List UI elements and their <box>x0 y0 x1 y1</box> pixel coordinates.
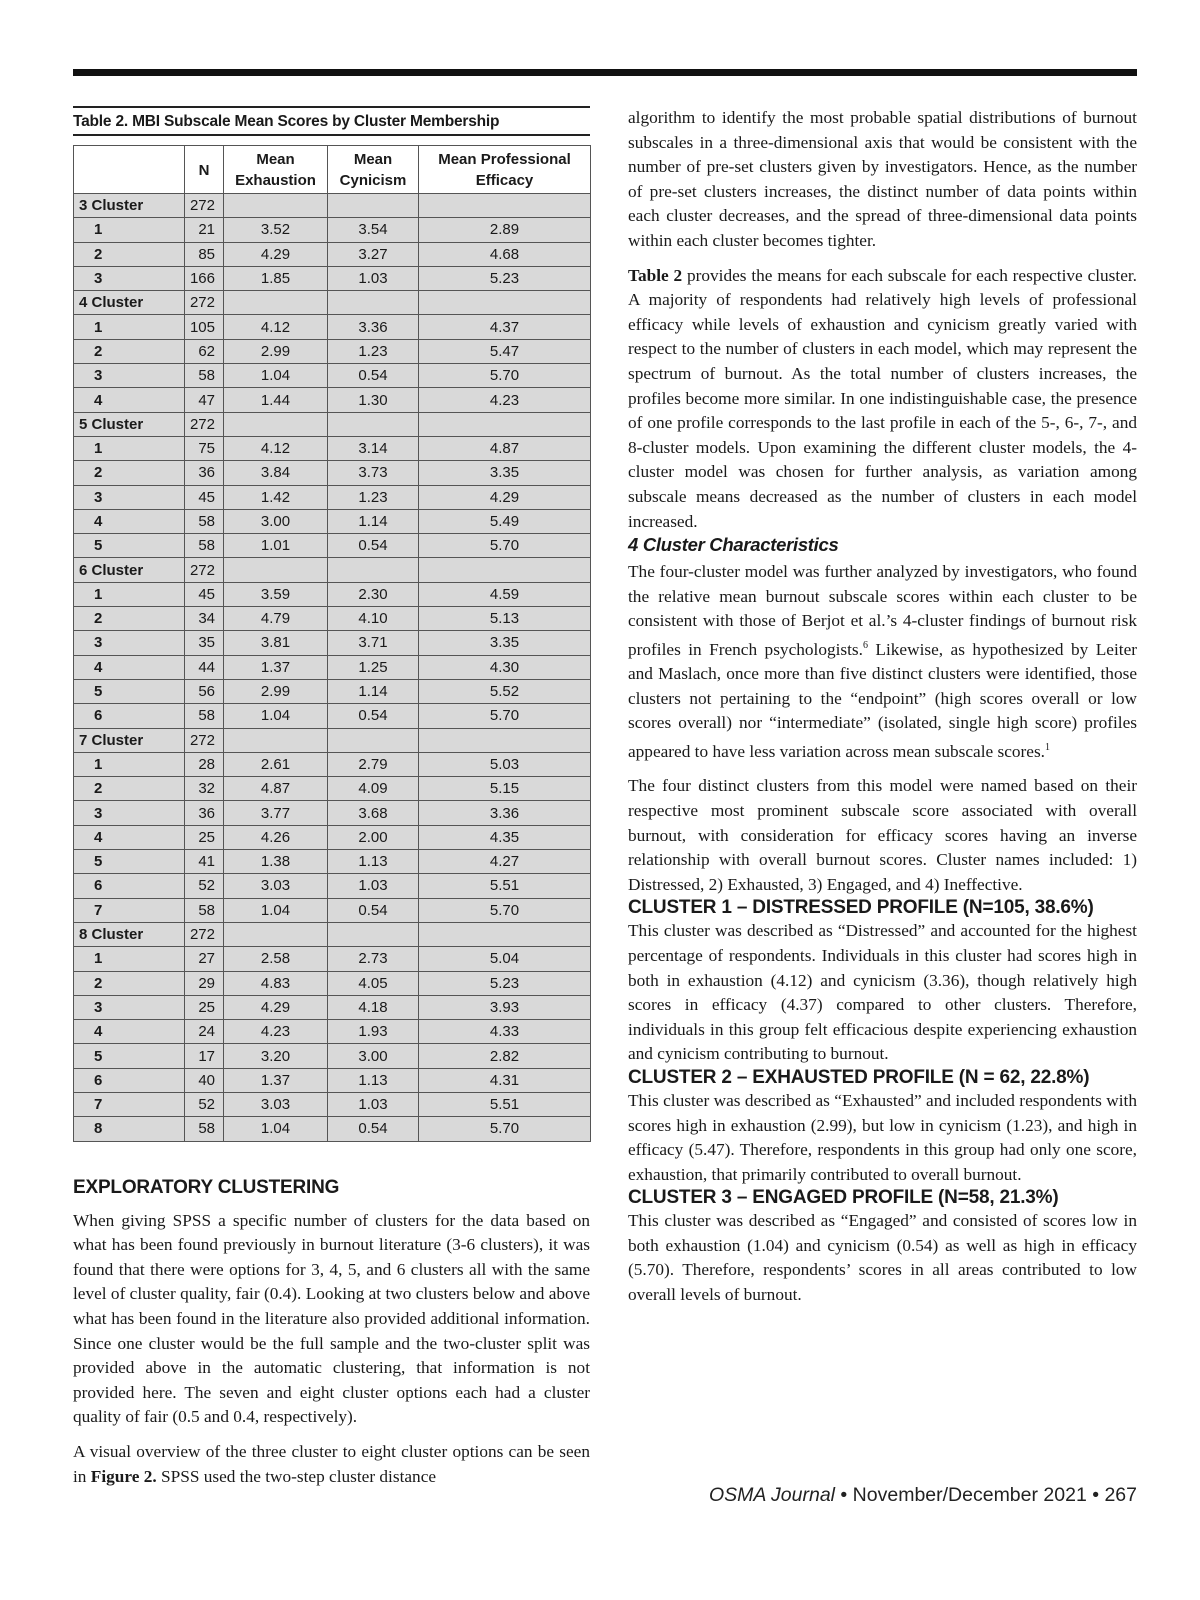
four-cluster-paragraph-1: The four-cluster model was further analyzed by investigators, who found the relative mean burnout subscale scores within each cluster to be consistent with those of Berjot et al.’s 4-cluster findings of burnout risk profiles in French psychologists.$^6$ Likewise, as hypothesized by Leiter and Maslach, once more than five distinct clusters were identified, those clusters not pertaining to the “endpoint” (high scores overall or low scores overall) nor “intermediate” (isolated, single high score) profiles appeared to have less variation across mean subscale scores.$^1$ <box>628 562 1137 761</box>
mean-efficacy: 3.35 <box>419 631 591 655</box>
mean-exhaustion: 4.87 <box>224 777 328 801</box>
cluster-id: 5 <box>74 534 185 558</box>
mean-cynicism: 0.54 <box>328 898 419 922</box>
empty-cell <box>419 922 591 946</box>
empty-cell <box>224 558 328 582</box>
table-row <box>74 777 591 801</box>
cluster-id: 8 <box>74 1117 185 1141</box>
cluster-n: 56 <box>185 679 224 703</box>
cluster-n: 40 <box>185 1068 224 1092</box>
cluster-id: 2 <box>74 461 185 485</box>
cluster-n: 27 <box>185 947 224 971</box>
left-column <box>73 106 590 1489</box>
cluster-n: 62 <box>185 339 224 363</box>
table-row <box>74 436 591 460</box>
empty-cell <box>419 291 591 315</box>
mean-exhaustion: 3.59 <box>224 582 328 606</box>
cluster-id: 2 <box>74 339 185 363</box>
table-row <box>74 655 591 679</box>
cluster-id: 4 <box>74 509 185 533</box>
mean-exhaustion: 1.01 <box>224 534 328 558</box>
table-row <box>74 364 591 388</box>
cluster-id: 1 <box>74 947 185 971</box>
mean-exhaustion: 4.29 <box>224 242 328 266</box>
table-row <box>74 1044 591 1068</box>
cluster-id: 2 <box>74 777 185 801</box>
mean-cynicism: 3.27 <box>328 242 419 266</box>
cluster-group-row <box>74 412 591 436</box>
mean-cynicism: 3.71 <box>328 631 419 655</box>
table-row <box>74 582 591 606</box>
cluster-id: 3 <box>74 485 185 509</box>
cluster-2-heading: CLUSTER 2 – EXHAUSTED PROFILE (N = 62, 22.8%) <box>628 1066 1090 1088</box>
header-exhaustion: Mean Exhaustion <box>224 146 328 194</box>
mean-efficacy: 4.33 <box>419 1020 591 1044</box>
cluster-group-row <box>74 728 591 752</box>
mean-exhaustion: 3.84 <box>224 461 328 485</box>
cluster-n: 45 <box>185 582 224 606</box>
mean-efficacy: 5.70 <box>419 364 591 388</box>
right-paragraph-2: Table 2 provides the means for each subscale for each respective cluster. A majority of respondents had relatively high levels of professional efficacy while levels of exhaustion and cynicism greatly varied with respect to the number of clusters in each model, which may represent the spectrum of burnout. As the total number of clusters increases, the profiles become more similar. In one indistinguishable case, the presence of one profile corresponds to the last profile in each of the 5-, 6-, 7-, and 8-cluster models. Upon examining the different cluster models, the 4-cluster model was chosen for further analysis, as variation among subscale means decreased as the number of clusters in each model increased. <box>628 265 1137 531</box>
mean-cynicism: 3.36 <box>328 315 419 339</box>
table-row <box>74 679 591 703</box>
table-caption: Table 2. MBI Subscale Mean Scores by Cluster Membership <box>73 106 590 136</box>
table-body <box>74 194 591 1142</box>
mean-efficacy: 5.70 <box>419 704 591 728</box>
mean-exhaustion: 3.52 <box>224 218 328 242</box>
mean-efficacy: 5.23 <box>419 266 591 290</box>
right-paragraph-1: algorithm to identify the most probable spatial distributions of burnout subscales in a three-dimensional axis that would be consistent with the number of pre-set clusters given by investigators. Hence, as the number of pre-set clusters increases, the distinct number of data points within each cluster decreases, and the spread of three-dimensional data points within each cluster becomes tighter. <box>628 108 1137 250</box>
mean-efficacy: 4.59 <box>419 582 591 606</box>
cluster-group-n: 272 <box>185 922 224 946</box>
empty-cell <box>328 194 419 218</box>
mean-exhaustion: 4.29 <box>224 995 328 1019</box>
cluster-id: 4 <box>74 655 185 679</box>
cluster-n: 28 <box>185 752 224 776</box>
cluster-group-row <box>74 922 591 946</box>
mean-efficacy: 4.87 <box>419 436 591 460</box>
empty-cell <box>419 728 591 752</box>
table-row <box>74 315 591 339</box>
cluster-n: 85 <box>185 242 224 266</box>
cluster-group-label: 8 Cluster <box>74 922 185 946</box>
cluster-id: 1 <box>74 436 185 460</box>
mean-exhaustion: 2.99 <box>224 339 328 363</box>
mean-efficacy: 5.13 <box>419 607 591 631</box>
four-cluster-paragraph-2: The four distinct clusters from this model were named based on their respective most prominent subscale score associated with overall burnout, with consideration for efficacy scores having an inverse relationship with overall burnout scores. Cluster names included: 1) Distressed, 2) Exhausted, 3) Engaged, and 4) Ineffective. <box>628 776 1137 894</box>
table-row <box>74 850 591 874</box>
mean-cynicism: 0.54 <box>328 704 419 728</box>
table-row <box>74 461 591 485</box>
mean-cynicism: 3.00 <box>328 1044 419 1068</box>
table-row <box>74 971 591 995</box>
cluster-n: 25 <box>185 825 224 849</box>
mean-efficacy: 4.68 <box>419 242 591 266</box>
cluster-group-row <box>74 291 591 315</box>
cluster-id: 6 <box>74 704 185 728</box>
table-row <box>74 898 591 922</box>
table-row <box>74 825 591 849</box>
cluster-id: 3 <box>74 266 185 290</box>
mean-exhaustion: 1.04 <box>224 1117 328 1141</box>
cluster-group-label: 6 Cluster <box>74 558 185 582</box>
mean-exhaustion: 2.61 <box>224 752 328 776</box>
table-row <box>74 1020 591 1044</box>
mean-exhaustion: 4.79 <box>224 607 328 631</box>
table-2-reference: Table 2 <box>628 265 683 285</box>
cluster-n: 44 <box>185 655 224 679</box>
mean-cynicism: 2.73 <box>328 947 419 971</box>
cluster-id: 7 <box>74 898 185 922</box>
cluster-n: 58 <box>185 534 224 558</box>
mean-efficacy: 5.70 <box>419 534 591 558</box>
exploratory-heading: EXPLORATORY CLUSTERING <box>73 1176 340 1198</box>
cluster-n: 58 <box>185 364 224 388</box>
empty-cell <box>419 412 591 436</box>
table-row <box>74 801 591 825</box>
mean-efficacy: 5.04 <box>419 947 591 971</box>
cluster-group-row <box>74 194 591 218</box>
mean-efficacy: 2.89 <box>419 218 591 242</box>
mean-exhaustion: 1.04 <box>224 898 328 922</box>
cluster-id: 6 <box>74 1068 185 1092</box>
cluster-n: 45 <box>185 485 224 509</box>
cluster-n: 105 <box>185 315 224 339</box>
table-row <box>74 534 591 558</box>
table-row <box>74 874 591 898</box>
empty-cell <box>224 412 328 436</box>
mean-cynicism: 1.03 <box>328 266 419 290</box>
mean-efficacy: 5.15 <box>419 777 591 801</box>
mean-cynicism: 4.05 <box>328 971 419 995</box>
mean-exhaustion: 3.00 <box>224 509 328 533</box>
table-row <box>74 1068 591 1092</box>
mean-efficacy: 4.23 <box>419 388 591 412</box>
mean-exhaustion: 3.03 <box>224 1092 328 1116</box>
cluster-id: 2 <box>74 607 185 631</box>
header-blank <box>74 146 185 194</box>
empty-cell <box>419 558 591 582</box>
mean-cynicism: 2.79 <box>328 752 419 776</box>
mean-exhaustion: 1.04 <box>224 364 328 388</box>
cluster-id: 5 <box>74 1044 185 1068</box>
cluster-n: 47 <box>185 388 224 412</box>
table-row <box>74 339 591 363</box>
cluster-group-label: 4 Cluster <box>74 291 185 315</box>
exploratory-paragraph-1: When giving SPSS a specific number of clusters for the data based on what has been found previously in burnout literature (3-6 clusters), it was found that there were options for 3, 4, 5, and 6 clusters all with the same level of cluster quality, fair (0.4). Looking at two clusters below and above what has been found in the literature also provided additional information. Since one cluster would be the full sample and the two-cluster split was provided above in the automatic clustering, that information is not provided here. The seven and eight cluster options each had a cluster quality of fair (0.5 and 0.4, respectively). <box>73 1210 590 1427</box>
mean-efficacy: 4.31 <box>419 1068 591 1092</box>
cluster-id: 1 <box>74 218 185 242</box>
mean-cynicism: 3.14 <box>328 436 419 460</box>
table-row <box>74 607 591 631</box>
table-row <box>74 485 591 509</box>
mean-cynicism: 0.54 <box>328 1117 419 1141</box>
table-row <box>74 631 591 655</box>
mean-exhaustion: 3.03 <box>224 874 328 898</box>
mean-efficacy: 4.27 <box>419 850 591 874</box>
mean-exhaustion: 1.42 <box>224 485 328 509</box>
table-row <box>74 242 591 266</box>
table-row <box>74 218 591 242</box>
cluster-n: 52 <box>185 1092 224 1116</box>
cluster-id: 3 <box>74 631 185 655</box>
cluster-n: 21 <box>185 218 224 242</box>
mean-cynicism: 1.23 <box>328 485 419 509</box>
mean-efficacy: 5.03 <box>419 752 591 776</box>
cluster-3-heading: CLUSTER 3 – ENGAGED PROFILE (N=58, 21.3%) <box>628 1187 1059 1209</box>
cluster-id: 7 <box>74 1092 185 1116</box>
cluster-group-n: 272 <box>185 728 224 752</box>
mean-cynicism: 1.03 <box>328 1092 419 1116</box>
table-row <box>74 509 591 533</box>
mean-cynicism: 3.68 <box>328 801 419 825</box>
cluster-3-text: This cluster was described as “Engaged” and consisted of scores low in both exhaustion (1.04) and cynicism (0.54) as well as high in efficacy (5.70). Therefore, respondents’ scores in all areas contributed to low overall levels of burnout. <box>628 1211 1137 1305</box>
cluster-n: 58 <box>185 1117 224 1141</box>
cluster-id: 5 <box>74 850 185 874</box>
top-rule <box>73 69 1137 76</box>
cluster-group-n: 272 <box>185 194 224 218</box>
mean-cynicism: 3.54 <box>328 218 419 242</box>
mean-exhaustion: 4.12 <box>224 315 328 339</box>
mean-efficacy: 4.29 <box>419 485 591 509</box>
mean-efficacy: 5.23 <box>419 971 591 995</box>
empty-cell <box>328 922 419 946</box>
cluster-2-text: This cluster was described as “Exhausted” and included respondents with scores high in exhaustion (2.99), but low in cynicism (1.23), and high in efficacy (5.47). Therefore, respondents in this group had only one score, exhaustion, that primarily contributed to overall burnout. <box>628 1090 1137 1184</box>
table-row <box>74 995 591 1019</box>
cluster-n: 58 <box>185 898 224 922</box>
mean-efficacy: 5.51 <box>419 874 591 898</box>
mean-exhaustion: 1.38 <box>224 850 328 874</box>
mean-efficacy: 5.47 <box>419 339 591 363</box>
table-row <box>74 1092 591 1116</box>
page-footer: OSMA Journal • November/December 2021 • 267 <box>708 1484 1137 1506</box>
mean-efficacy: 5.52 <box>419 679 591 703</box>
mean-efficacy: 4.30 <box>419 655 591 679</box>
mean-exhaustion: 3.20 <box>224 1044 328 1068</box>
cluster-group-label: 7 Cluster <box>74 728 185 752</box>
cluster-group-n: 272 <box>185 412 224 436</box>
cluster-n: 25 <box>185 995 224 1019</box>
mean-cynicism: 0.54 <box>328 364 419 388</box>
cluster-group-label: 3 Cluster <box>74 194 185 218</box>
cluster-id: 1 <box>74 315 185 339</box>
cluster-id: 4 <box>74 388 185 412</box>
cluster-id: 2 <box>74 971 185 995</box>
mean-cynicism: 4.09 <box>328 777 419 801</box>
mean-cynicism: 4.18 <box>328 995 419 1019</box>
mean-exhaustion: 4.12 <box>224 436 328 460</box>
header-efficacy: Mean Professional Efficacy <box>419 146 591 194</box>
right-column <box>628 106 1137 1308</box>
figure-2-reference: Figure 2. <box>90 1466 157 1486</box>
mean-exhaustion: 4.26 <box>224 825 328 849</box>
mean-exhaustion: 1.85 <box>224 266 328 290</box>
empty-cell <box>224 728 328 752</box>
cluster-n: 36 <box>185 801 224 825</box>
cluster-n: 17 <box>185 1044 224 1068</box>
cluster-n: 29 <box>185 971 224 995</box>
mean-cynicism: 1.13 <box>328 850 419 874</box>
cluster-id: 1 <box>74 582 185 606</box>
table-row <box>74 1117 591 1141</box>
empty-cell <box>328 291 419 315</box>
header-cynicism: Mean Cynicism <box>328 146 419 194</box>
mean-efficacy: 5.70 <box>419 1117 591 1141</box>
mean-exhaustion: 3.77 <box>224 801 328 825</box>
cluster-id: 1 <box>74 752 185 776</box>
cluster-n: 35 <box>185 631 224 655</box>
mean-efficacy: 2.82 <box>419 1044 591 1068</box>
empty-cell <box>224 922 328 946</box>
cluster-group-n: 272 <box>185 558 224 582</box>
mean-efficacy: 3.35 <box>419 461 591 485</box>
mean-cynicism: 2.30 <box>328 582 419 606</box>
cluster-n: 58 <box>185 704 224 728</box>
cluster-id: 6 <box>74 874 185 898</box>
empty-cell <box>328 558 419 582</box>
mean-cynicism: 1.25 <box>328 655 419 679</box>
mean-cynicism: 1.03 <box>328 874 419 898</box>
mean-cynicism: 1.30 <box>328 388 419 412</box>
cluster-n: 75 <box>185 436 224 460</box>
mean-exhaustion: 3.81 <box>224 631 328 655</box>
mean-exhaustion: 1.37 <box>224 1068 328 1092</box>
table-header <box>74 146 591 194</box>
cluster-1-heading: CLUSTER 1 – DISTRESSED PROFILE (N=105, 38.6%) <box>628 897 1094 919</box>
table-row <box>74 388 591 412</box>
cluster-1-text: This cluster was described as “Distressed” and accounted for the highest percentage of respondents. Individuals in this cluster had scores high in both in exhaustion (4.12) and cynicism (3.36), though relatively high scores in efficacy (4.37) compared to other clusters. Therefore, individuals in this group felt efficacious despite experiencing exhaustion and cynicism contributing to burnout. <box>628 921 1137 1064</box>
mean-cynicism: 1.14 <box>328 679 419 703</box>
mean-cynicism: 1.23 <box>328 339 419 363</box>
cluster-id: 3 <box>74 364 185 388</box>
cluster-group-n: 272 <box>185 291 224 315</box>
mean-exhaustion: 4.23 <box>224 1020 328 1044</box>
cluster-id: 4 <box>74 1020 185 1044</box>
mean-exhaustion: 2.58 <box>224 947 328 971</box>
mean-cynicism: 1.93 <box>328 1020 419 1044</box>
cluster-id: 2 <box>74 242 185 266</box>
mean-exhaustion: 2.99 <box>224 679 328 703</box>
cluster-n: 58 <box>185 509 224 533</box>
empty-cell <box>224 194 328 218</box>
mean-exhaustion: 1.44 <box>224 388 328 412</box>
cluster-group-row <box>74 558 591 582</box>
empty-cell <box>328 412 419 436</box>
mean-cynicism: 0.54 <box>328 534 419 558</box>
table-row <box>74 704 591 728</box>
mean-exhaustion: 1.04 <box>224 704 328 728</box>
four-cluster-heading: 4 Cluster Characteristics <box>628 534 839 556</box>
mean-cynicism: 4.10 <box>328 607 419 631</box>
empty-cell <box>419 194 591 218</box>
table-row <box>74 752 591 776</box>
mean-efficacy: 3.36 <box>419 801 591 825</box>
cluster-n: 166 <box>185 266 224 290</box>
exploratory-paragraph-2: A visual overview of the three cluster to eight cluster options can be seen in Figure 2. SPSS used the two-step cluster distance <box>73 1441 590 1486</box>
mean-efficacy: 4.35 <box>419 825 591 849</box>
mean-cynicism: 1.13 <box>328 1068 419 1092</box>
cluster-id: 3 <box>74 995 185 1019</box>
cluster-n: 34 <box>185 607 224 631</box>
mean-cynicism: 1.14 <box>328 509 419 533</box>
mean-efficacy: 5.70 <box>419 898 591 922</box>
cluster-n: 24 <box>185 1020 224 1044</box>
cluster-id: 3 <box>74 801 185 825</box>
header-n: N <box>185 146 224 194</box>
cluster-id: 4 <box>74 825 185 849</box>
cluster-n: 32 <box>185 777 224 801</box>
cluster-n: 36 <box>185 461 224 485</box>
mbi-table <box>73 145 591 1142</box>
mean-exhaustion: 1.37 <box>224 655 328 679</box>
mean-efficacy: 4.37 <box>419 315 591 339</box>
mean-exhaustion: 4.83 <box>224 971 328 995</box>
mean-cynicism: 2.00 <box>328 825 419 849</box>
mean-efficacy: 5.51 <box>419 1092 591 1116</box>
cluster-group-label: 5 Cluster <box>74 412 185 436</box>
table-row <box>74 947 591 971</box>
cluster-n: 41 <box>185 850 224 874</box>
mean-efficacy: 3.93 <box>419 995 591 1019</box>
mean-cynicism: 3.73 <box>328 461 419 485</box>
mean-efficacy: 5.49 <box>419 509 591 533</box>
table-row <box>74 266 591 290</box>
empty-cell <box>224 291 328 315</box>
cluster-id: 5 <box>74 679 185 703</box>
empty-cell <box>328 728 419 752</box>
cluster-n: 52 <box>185 874 224 898</box>
